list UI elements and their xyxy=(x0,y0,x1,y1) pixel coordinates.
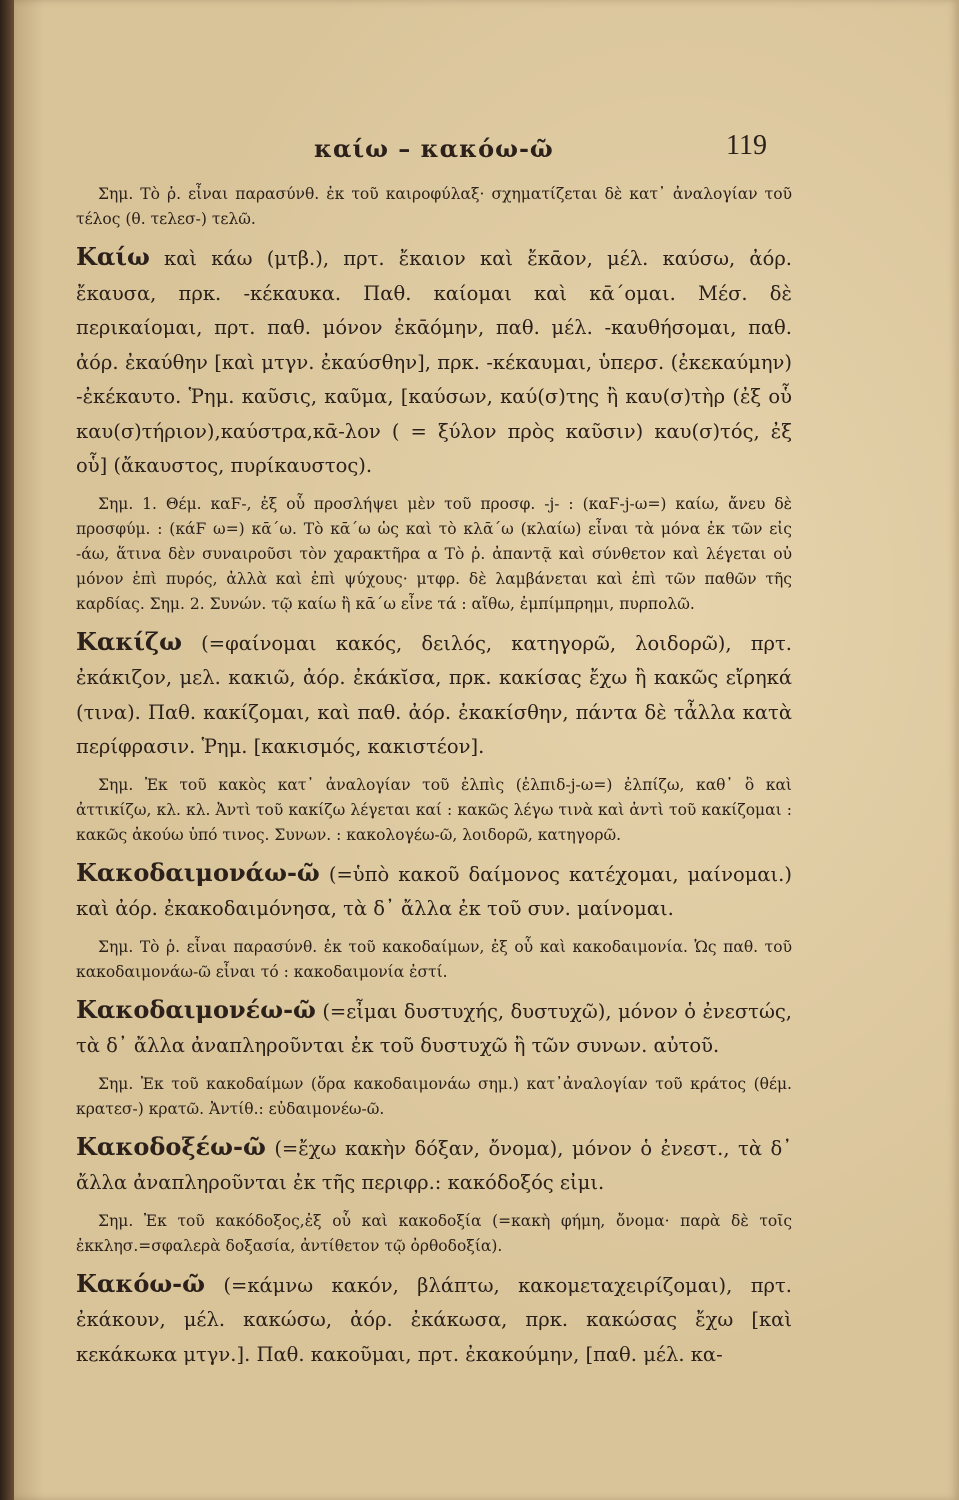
dictionary-entry xyxy=(76,625,792,765)
entry-text: (=ὑπὸ κακοῦ δαίμονος κατέχομαι, μαίνομαι.) καὶ ἀόρ. ἐκακοδαιμόνησα, τὰ δ᾽ ἄλλα ἐκ τοῦ συν. μαίνομαι. xyxy=(76,862,792,920)
note-paragraph xyxy=(76,1072,792,1122)
note-text: Σημ. Ἐκ τοῦ κακὸς κατ᾽ ἀναλογίαν τοῦ ἐλπὶς (ἐλπιδ-j-ω=) ἐλπίζω, καθ᾽ ὃ καὶ ἀττικίζω, κλ. κλ. Ἀντὶ τοῦ κακίζω λέγεται καί : κακῶς λέγω τινὰ καὶ ἀντὶ τοῦ κακίζομαι : κακῶς ἀκούω ὑπό τινος. Συνων. : κακολογέω-ῶ, λοιδορῶ, κατηγορῶ. xyxy=(76,775,792,844)
note-paragraph xyxy=(76,1209,792,1259)
note-paragraph xyxy=(76,492,792,617)
entry-text: καὶ κάω (μτβ.), πρτ. ἔκαιον καὶ ἔκᾱον, μέλ. καύσω, ἀόρ. ἔκαυσα, πρκ. -κέκαυκα. Παθ. καίομαι καὶ κᾱ΄ομαι. Μέσ. δὲ περικαίομαι, πρτ. παθ. μόνον ἐκᾱόμην, παθ. μέλ. -καυθήσομαι, παθ. ἀόρ. ἐκαύθην [καὶ μτγν. ἐκαύσθην], πρκ. -κέκαυμαι, ὑπερσ. (ἐκεκαύμην) -ἐκέκαυτο. Ῥημ. καῦσις, καῦμα, [καύσων, καύ(σ)της ἢ καυ(σ)τὴρ (ἐξ οὗ καυ(σ)τήριον),καύστρα,κᾱ-λον ( = ξύλον πρὸς καῦσιν) καυ(σ)τός, ἐξ οὗ] (ἄκαυστος, πυρίκαυστος). xyxy=(76,247,792,477)
dictionary-entry xyxy=(76,856,792,927)
note-text: Σημ. Ἐκ τοῦ κακοδαίμων (ὅρα κακοδαιμονάω σημ.) κατ᾽ἀναλογίαν τοῦ κράτος (θέμ. κρατεσ-) κρατῶ. Ἀντίθ.: εὐδαιμονέω-ῶ. xyxy=(76,1074,792,1118)
note-paragraph xyxy=(76,935,792,985)
note-paragraph xyxy=(76,182,792,232)
entry-text: (=εἶμαι δυστυχής, δυστυχῶ), μόνον ὁ ἐνεστώς, τὰ δ᾽ ἄλλα ἀναπληροῦνται ἐκ τοῦ δυστυχῶ ἢ τῶν συνων. αὐτοῦ. xyxy=(76,999,792,1057)
page-header xyxy=(14,128,959,168)
entry-headword: Καίω xyxy=(76,242,150,271)
note-text: Σημ. 1. Θέμ. καϜ-, ἐξ οὗ προσλήψει μὲν τοῦ προσφ. -j- : (καϜ-j-ω=) καίω, ἄνευ δὲ προσφύμ. : (κάϜ ω=) κᾱ΄ω. Τὸ κᾱ΄ω ὡς καὶ τὸ κλᾱ΄ω (κλαίω) εἶναι τὰ μόνα ἐκ τῶν εἰς -άω, ἅτινα δὲν συναιροῦσι τὸν χαρακτῆρα α Τὸ ῥ. ἀπαντᾷ καὶ σύνθετον καὶ λέγεται οὐ μόνον ἐπὶ πυρός, ἀλλὰ καὶ ἐπὶ ψύχους· μτφρ. δὲ λαμβάνεται καὶ ἐπὶ τῶν παθῶν τῆς καρδίας. Σημ. 2. Συνών. τῷ καίω ἢ κᾱ΄ω εἶνε τά : αἴθω, ἐμπίμπρημι, πυρπολῶ. xyxy=(76,494,792,613)
note-text: Σημ. Τὸ ῥ. εἶναι παρασύνθ. ἐκ τοῦ καιροφύλαξ· σχηματίζεται δὲ κατ᾽ ἀναλογίαν τοῦ τέλος (θ. τελεσ-) τελῶ. xyxy=(76,185,792,228)
running-title: καίω – κακόω-ῶ xyxy=(314,134,554,163)
dictionary-entry xyxy=(76,240,792,484)
entry-text: (=φαίνομαι κακός, δειλός, κατηγορῶ, λοιδορῶ), πρτ. ἐκάκιζον, μελ. κακιῶ, ἀόρ. ἐκάκῐσα, πρκ. κακίσας ἔχω ἢ κακῶς εἴρηκά (τινα). Παθ. κακίζομαι, καὶ παθ. ἀόρ. ἐκακίσθην, πάντα δὲ τἆλλα κατὰ περίφρασιν. Ῥημ. [κακισμός, κακιστέον]. xyxy=(76,631,792,758)
entry-headword: Κακοδοξέω-ῶ xyxy=(76,1131,266,1161)
page-number: 119 xyxy=(726,130,767,161)
note-text: Σημ. Ἐκ τοῦ κακόδοξος,ἐξ οὗ καὶ κακοδοξία (=κακὴ φήμη, ὄνομα· παρὰ δὲ τοῖς ἐκκλησ.=σφαλερὰ δοξασία, ἀντίθετον τῷ ὀρθοδοξία). xyxy=(76,1211,792,1255)
note-text: Σημ. Τὸ ῥ. εἶναι παρασύνθ. ἐκ τοῦ κακοδαίμων, ἐξ οὗ καὶ κακοδαιμονία. Ὡς παθ. τοῦ κακοδαιμονάω-ῶ εἶναι τό : κακοδαιμονία ἐστί. xyxy=(76,937,792,981)
note-paragraph xyxy=(76,773,792,848)
entry-text: (=ἔχω κακὴν δόξαν, ὄνομα), μόνον ὁ ἐνεστ., τὰ δ᾽ ἄλλα ἀναπληροῦνται ἐκ τῆς περιφρ.: κακόδοξός εἰμι. xyxy=(76,1136,792,1194)
dictionary-entry xyxy=(76,1267,792,1373)
entry-text: (=κάμνω κακόν, βλάπτω, κακομεταχειρίζομαι), πρτ. ἐκάκουν, μέλ. κακώσω, ἀόρ. ἐκάκωσα, πρκ. κακώσας ἔχω [καὶ κεκάκωκα μτγν.]. Παθ. κακοῦμαι, πρτ. ἐκακούμην, [παθ. μέλ. κα- xyxy=(76,1273,792,1366)
book-page xyxy=(14,0,959,1500)
dictionary-entry xyxy=(76,993,792,1064)
entry-headword: Κακόω-ῶ xyxy=(76,1268,205,1298)
page-body xyxy=(76,182,792,1380)
entry-headword: Κακοδαιμονέω-ῶ xyxy=(76,994,316,1024)
entry-headword: Κακίζω xyxy=(76,626,182,656)
book-spine-edge xyxy=(0,0,14,1500)
dictionary-entry xyxy=(76,1130,792,1201)
entry-headword: Κακοδαιμονάω-ῶ xyxy=(76,857,320,887)
